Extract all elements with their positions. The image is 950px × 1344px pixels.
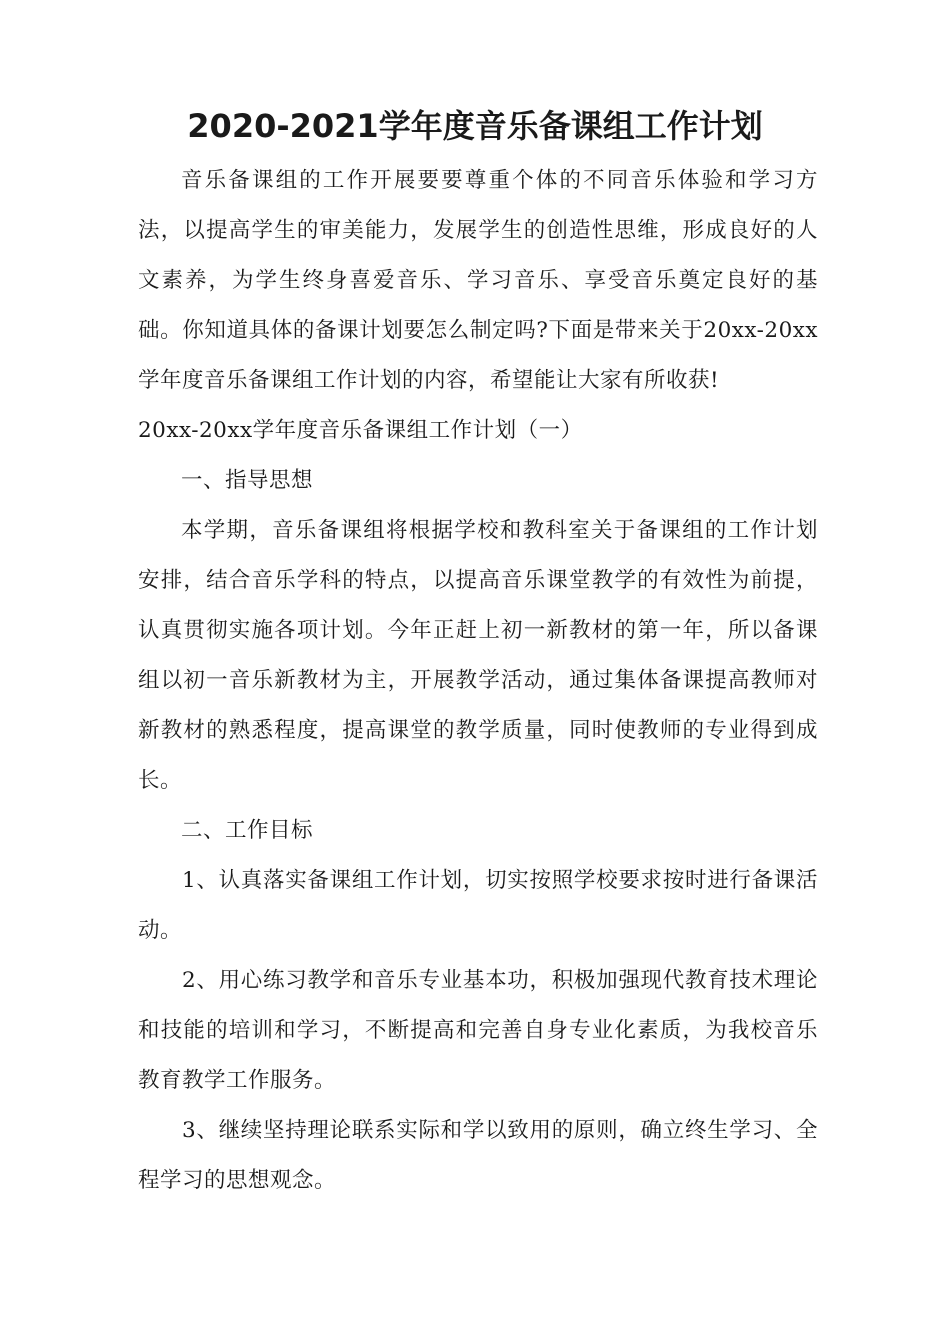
document-title: 2020-2021学年度音乐备课组工作计划 — [187, 107, 763, 145]
guiding-ideology-paragraph: 本学期，音乐备课组将根据学校和教科室关于备课组的工作计划安排，结合音乐学科的特点，以提高音乐课堂教学的有效性为前提，认真贯彻实施各项计划。今年正赶上初一新教材的第一年，所以备课组以初一音乐新教材为主，开展教学活动，通过集体备课提高教师对新教材的熟悉程度，提高课堂的教学质量，同时使教师的专业得到成长。 — [138, 518, 818, 793]
goal-item-1: 1、认真落实备课组工作计划，切实按照学校要求按时进行备课活动。 — [138, 868, 818, 943]
document-body — [138, 156, 818, 1206]
goal-item-3: 3、继续坚持理论联系实际和学以致用的原则，确立终生学习、全程学习的思想观念。 — [138, 1118, 818, 1193]
section-title: 20xx-20xx学年度音乐备课组工作计划（一） — [138, 418, 583, 443]
heading-work-goals: 二、工作目标 — [181, 818, 314, 843]
intro-paragraph: 音乐备课组的工作开展要要尊重个体的不同音乐体验和学习方法，以提高学生的审美能力，发展学生的创造性思维，形成良好的人文素养，为学生终身喜爱音乐、学习音乐、享受音乐奠定良好的基础。你知道具体的备课计划要怎么制定吗?下面是带来关于20xx-20xx学年度音乐备课组工作计划的内容，希望能让大家有所收获! — [138, 168, 818, 393]
goal-item-2: 2、用心练习教学和音乐专业基本功，积极加强现代教育技术理论和技能的培训和学习，不断提高和完善自身专业化素质，为我校音乐教育教学工作服务。 — [138, 968, 818, 1093]
heading-guiding-ideology: 一、指导思想 — [181, 468, 314, 493]
